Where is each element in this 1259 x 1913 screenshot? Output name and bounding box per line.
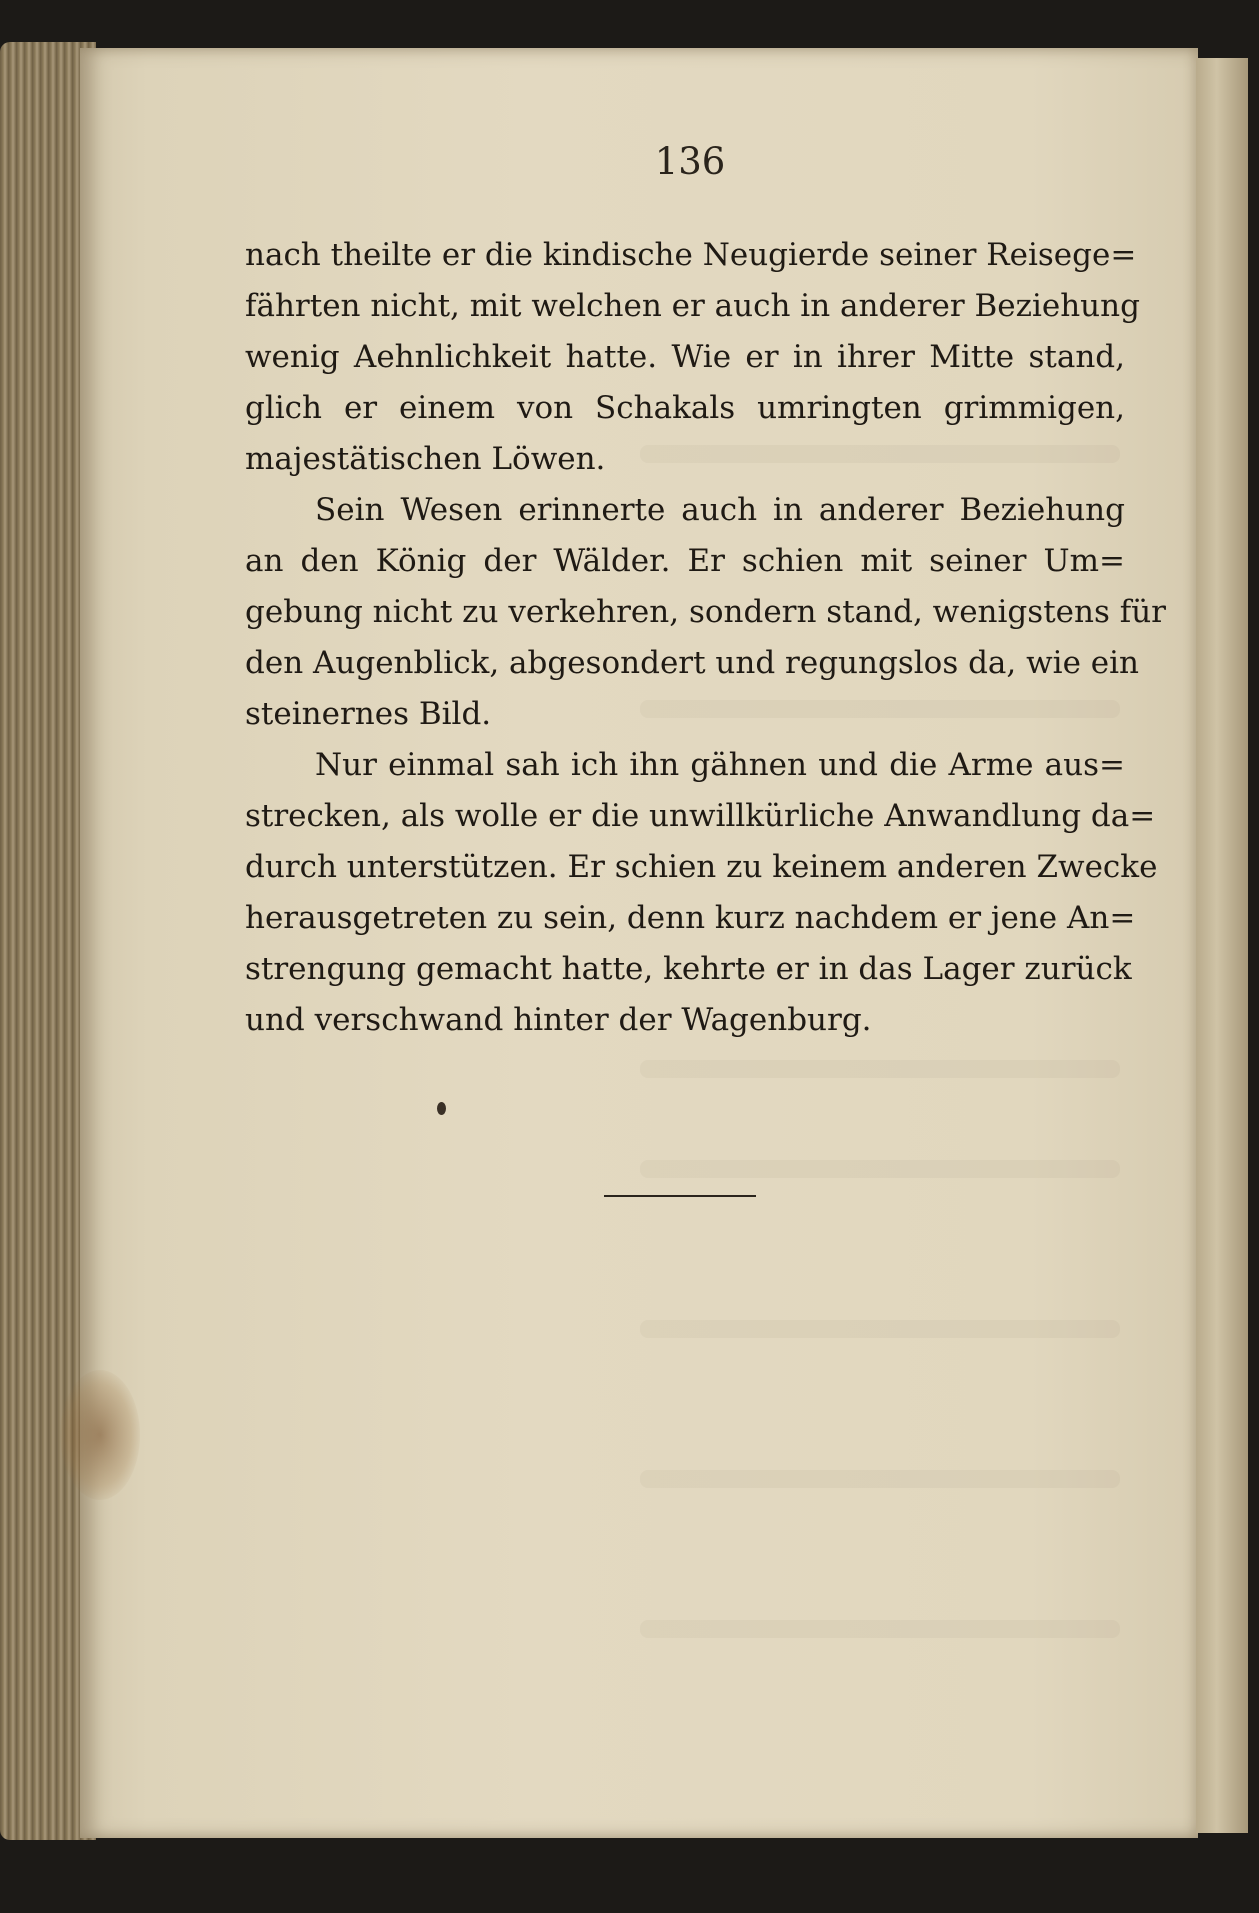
text-line: an den König der Wälder. Er schien mit seiner Um= (245, 543, 1125, 579)
text-line: herausgetreten zu sein, denn kurz nachdem er jene An= (245, 900, 1136, 936)
text-line: fährten nicht, mit welchen er auch in anderer Beziehung (245, 288, 1140, 324)
show-through (640, 1320, 1120, 1338)
text-line: majestätischen Löwen. (245, 441, 606, 477)
ink-spot (437, 1102, 446, 1115)
foxing-stain (60, 1370, 140, 1500)
text-line: Sein Wesen erinnerte auch in anderer Beziehung (315, 492, 1125, 528)
section-divider (604, 1195, 756, 1197)
show-through (640, 1470, 1120, 1488)
text-line: den Augenblick, abgesondert und regungslos da, wie ein (245, 645, 1139, 681)
show-through (640, 1160, 1120, 1178)
text-line: strecken, als wolle er die unwillkürliche Anwandlung da= (245, 798, 1156, 834)
show-through (640, 1620, 1120, 1638)
facing-page-edge (1196, 58, 1248, 1833)
text-line: wenig Aehnlichkeit hatte. Wie er in ihrer Mitte stand, (245, 339, 1125, 375)
text-line: und verschwand hinter der Wagenburg. (245, 1002, 872, 1038)
paragraph (245, 230, 1140, 485)
text-line: glich er einem von Schakals umringten grimmigen, (245, 390, 1125, 426)
show-through (640, 1060, 1120, 1078)
text-line: durch unterstützen. Er schien zu keinem anderen Zwecke (245, 849, 1158, 885)
text-line: strengung gemacht hatte, kehrte er in das Lager zurück (245, 951, 1132, 987)
text-line: nach theilte er die kindische Neugierde seiner Reisege= (245, 237, 1137, 273)
text-line: steinernes Bild. (245, 696, 492, 732)
page-number: 136 (654, 140, 726, 183)
paragraph (245, 740, 1158, 1046)
text-line: gebung nicht zu verkehren, sondern stand, wenigstens für (245, 594, 1166, 630)
text-line: Nur einmal sah ich ihn gähnen und die Arme aus= (315, 747, 1125, 783)
body-text (245, 230, 1166, 1046)
paragraph (245, 485, 1166, 740)
